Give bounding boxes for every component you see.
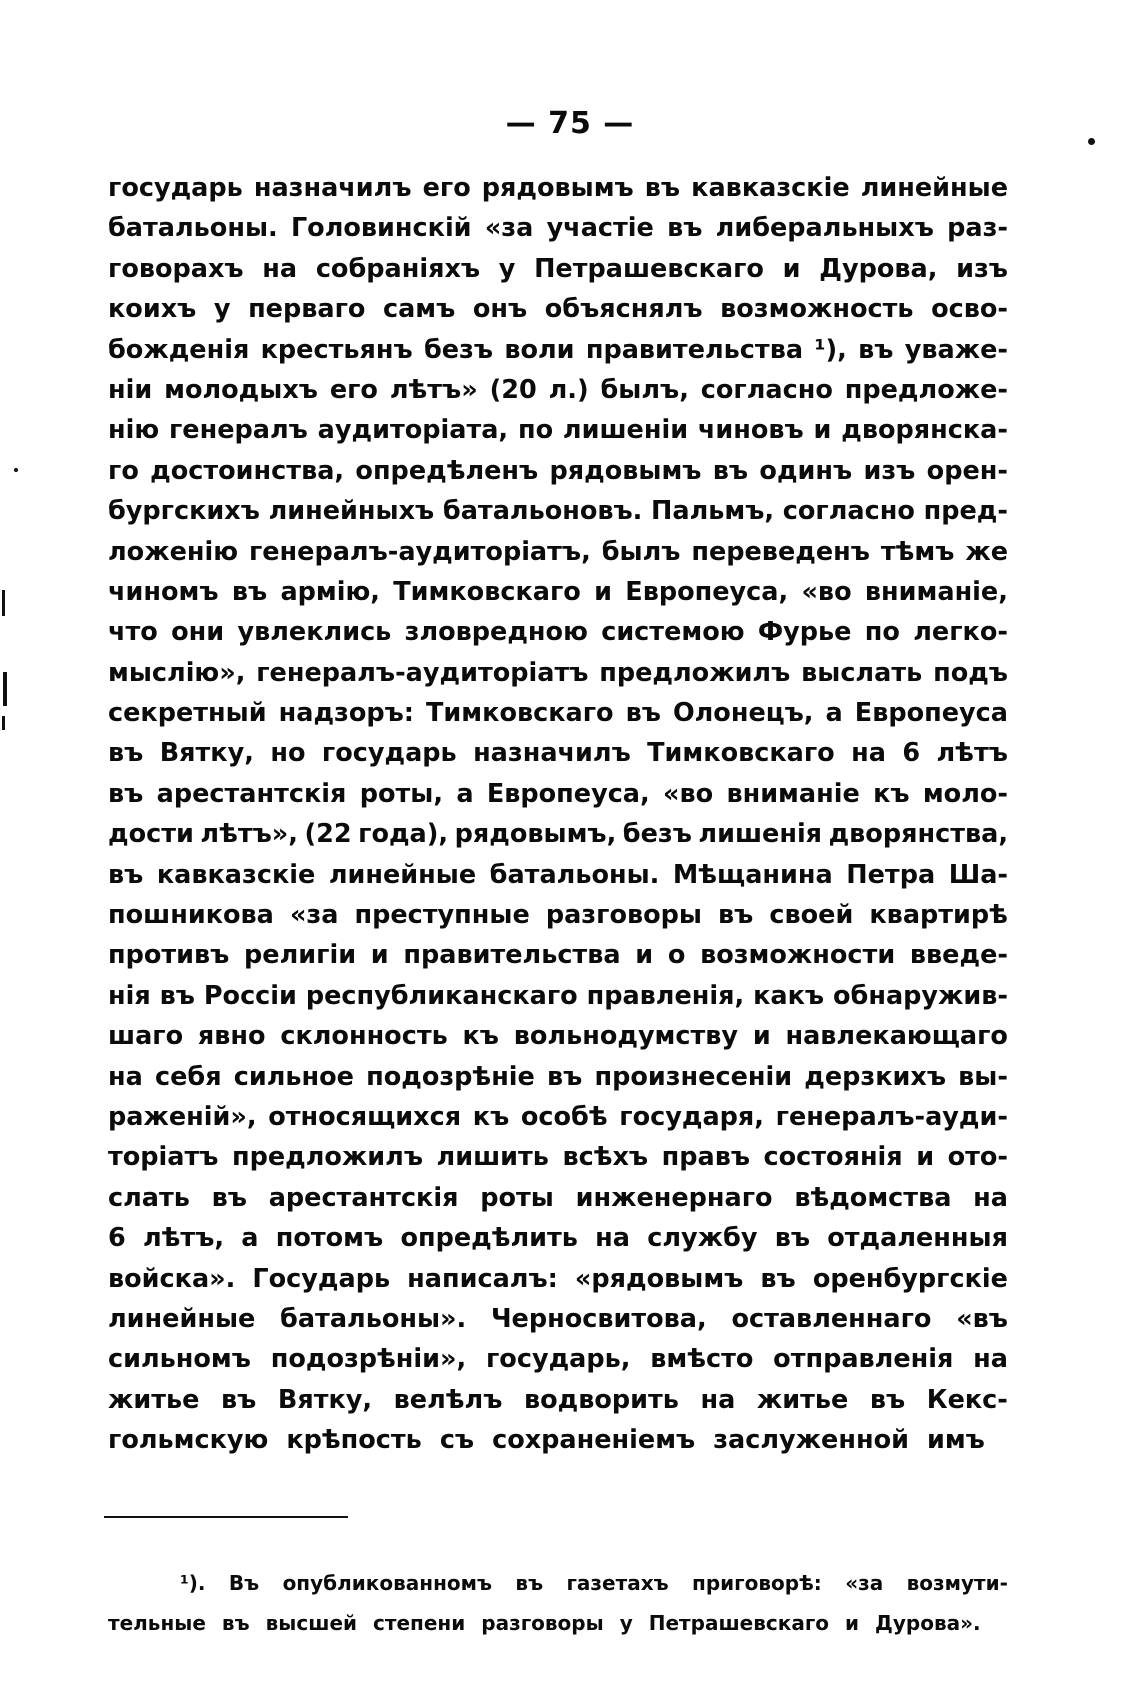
word: коихъ bbox=[108, 294, 197, 325]
word: предложе- bbox=[844, 374, 1008, 405]
word: сохраненіемъ bbox=[492, 1425, 696, 1456]
word: увлеклись bbox=[237, 617, 392, 648]
word: но bbox=[270, 738, 306, 769]
word: правительства bbox=[403, 940, 621, 971]
text-line bbox=[108, 774, 1008, 814]
footnote-rule bbox=[104, 1516, 348, 1518]
word: секретный bbox=[108, 698, 267, 729]
word: правъ bbox=[661, 1142, 750, 1173]
word: какъ bbox=[753, 980, 825, 1011]
word: ніи bbox=[108, 374, 153, 405]
word: возмути- bbox=[906, 1571, 1008, 1595]
word: склонность bbox=[280, 1021, 448, 1052]
text-line bbox=[108, 1218, 1008, 1258]
scan-edge-mark bbox=[3, 672, 7, 706]
word: «за bbox=[845, 1571, 884, 1595]
word: батальоновъ. bbox=[442, 496, 643, 527]
word: Тимковскаго bbox=[647, 738, 835, 769]
word: Европеуса, bbox=[625, 576, 789, 607]
word: по bbox=[517, 415, 554, 446]
word: «рядовымъ bbox=[574, 1263, 744, 1294]
word: изъ bbox=[863, 455, 916, 486]
text-line bbox=[108, 1178, 1008, 1218]
word: государь bbox=[321, 738, 457, 769]
word: оренбургскіе bbox=[812, 1263, 1008, 1294]
word: Дурова». bbox=[875, 1611, 981, 1635]
word: велѣлъ bbox=[393, 1384, 503, 1415]
text-line bbox=[108, 814, 1008, 854]
word: генералъ-аудиторіатъ, bbox=[248, 536, 591, 567]
word: въ bbox=[211, 1182, 247, 1213]
word: что bbox=[108, 617, 158, 648]
word: рядовымъ bbox=[549, 455, 702, 486]
word: въ bbox=[718, 900, 754, 931]
word: линейные bbox=[860, 173, 1008, 203]
word: сильное bbox=[233, 1061, 354, 1092]
text-line bbox=[108, 1299, 1008, 1339]
footnote-marker: ¹). bbox=[180, 1571, 206, 1595]
word: къ bbox=[873, 778, 910, 809]
word: состоянія bbox=[763, 1142, 903, 1173]
word: уваже- bbox=[904, 334, 1008, 365]
text-line bbox=[108, 935, 1008, 975]
word: къ bbox=[462, 1021, 499, 1052]
word: Мѣщанина bbox=[672, 859, 833, 890]
word: системою bbox=[601, 617, 745, 648]
word: отправленія bbox=[773, 1344, 954, 1375]
word: рядовымъ bbox=[481, 173, 634, 203]
word: на bbox=[973, 1344, 1008, 1375]
word: «за bbox=[289, 900, 339, 931]
word: батальоны. bbox=[108, 213, 278, 244]
word: дерзкихъ bbox=[804, 1061, 947, 1092]
word: всѣхъ bbox=[562, 1142, 649, 1173]
word: службу bbox=[647, 1223, 758, 1254]
word: лѣтъ», bbox=[200, 819, 298, 850]
word: Фурье bbox=[757, 617, 852, 648]
word: житье bbox=[756, 1384, 849, 1415]
word: на bbox=[973, 1182, 1008, 1213]
word: нія bbox=[108, 980, 151, 1011]
text-line bbox=[108, 855, 1008, 895]
word: государь bbox=[108, 173, 243, 203]
word: 6 bbox=[902, 738, 921, 769]
text-line bbox=[108, 1259, 1008, 1299]
word: введе- bbox=[909, 940, 1008, 971]
text-line bbox=[108, 895, 1008, 935]
word: собраніяхъ bbox=[315, 253, 481, 284]
word: линейные bbox=[108, 1303, 256, 1334]
word: вниманіе bbox=[726, 778, 860, 809]
word: линейныхъ bbox=[268, 496, 435, 527]
word: роты bbox=[480, 1182, 554, 1213]
word: а bbox=[825, 698, 843, 729]
word: рядовымъ, bbox=[454, 819, 617, 850]
word: и bbox=[782, 253, 801, 284]
scan-speck bbox=[14, 468, 18, 472]
word: въ bbox=[108, 859, 144, 890]
text-line bbox=[108, 410, 1008, 450]
word: переведенъ bbox=[691, 536, 870, 567]
word: (22 bbox=[304, 819, 352, 850]
word: шаго bbox=[108, 1021, 184, 1052]
word: опредѣлить bbox=[400, 1223, 578, 1254]
word: онъ bbox=[472, 294, 528, 325]
word: гольмскую bbox=[108, 1425, 269, 1456]
word: съ bbox=[439, 1425, 475, 1456]
word: заслуженной bbox=[713, 1425, 909, 1456]
word: степени bbox=[373, 1611, 466, 1635]
text-line bbox=[108, 451, 1008, 491]
text-line bbox=[108, 491, 1008, 531]
word: выслать bbox=[801, 657, 923, 688]
word: а bbox=[456, 778, 474, 809]
word: религіи bbox=[244, 940, 357, 971]
word: чиновъ bbox=[697, 415, 804, 446]
word: о bbox=[667, 940, 686, 971]
word: «во bbox=[663, 778, 714, 809]
word: Европеуса, bbox=[486, 778, 650, 809]
word: въ bbox=[231, 576, 268, 607]
word: высшей bbox=[265, 1611, 358, 1635]
word: года), bbox=[358, 819, 449, 850]
word: нію bbox=[108, 415, 160, 446]
word: 6 bbox=[108, 1223, 126, 1254]
word: въ bbox=[869, 1384, 906, 1415]
word: приговорѣ: bbox=[692, 1571, 822, 1595]
word: правленія, bbox=[586, 980, 745, 1011]
word: и bbox=[594, 576, 612, 607]
word: орен- bbox=[926, 455, 1008, 486]
word: и bbox=[752, 1021, 771, 1052]
word: назначилъ bbox=[253, 173, 412, 203]
word: на bbox=[595, 1223, 630, 1254]
text-line bbox=[108, 653, 1008, 693]
word: «во bbox=[801, 576, 852, 607]
word: опредѣленъ bbox=[355, 455, 539, 486]
word: воли bbox=[504, 334, 575, 365]
word: «въ bbox=[956, 1303, 1008, 1334]
word: и bbox=[916, 1142, 935, 1173]
footnote bbox=[108, 1563, 1008, 1643]
word: Кекс- bbox=[926, 1384, 1008, 1415]
word: они bbox=[171, 617, 225, 648]
word: въ bbox=[625, 698, 661, 729]
word: у bbox=[619, 1611, 633, 1635]
text-line bbox=[108, 330, 1008, 370]
word: Петра bbox=[846, 859, 936, 890]
word: Головинскій bbox=[290, 213, 472, 244]
word: самъ bbox=[382, 294, 456, 325]
text-line bbox=[108, 1380, 1008, 1420]
word: божденія bbox=[108, 334, 250, 365]
word: слать bbox=[108, 1182, 190, 1213]
word: Петрашевскаго bbox=[534, 253, 764, 284]
word: тельные bbox=[108, 1611, 206, 1635]
text-line bbox=[108, 1057, 1008, 1097]
word: Государь bbox=[252, 1263, 391, 1294]
word: въ bbox=[667, 213, 703, 244]
word: согласно bbox=[782, 496, 915, 527]
word: его bbox=[329, 374, 378, 405]
word: изъ bbox=[956, 253, 1008, 284]
text-line bbox=[108, 1420, 1008, 1460]
word: въ bbox=[108, 738, 144, 769]
word: легко- bbox=[913, 617, 1008, 648]
word: крестьянъ bbox=[260, 334, 413, 365]
word: лишить bbox=[436, 1142, 549, 1173]
word: торіатъ bbox=[108, 1142, 219, 1173]
text-line bbox=[108, 976, 1008, 1016]
word: въ bbox=[221, 1611, 250, 1635]
word: кавказскіе bbox=[156, 859, 316, 890]
word: аудиторіата, bbox=[317, 415, 509, 446]
text-line bbox=[108, 168, 1008, 208]
word: обнаружив- bbox=[833, 980, 1008, 1011]
word: подозрѣніи», bbox=[270, 1344, 467, 1375]
text-line bbox=[108, 733, 1008, 773]
word: къ bbox=[472, 1101, 510, 1132]
word: моло- bbox=[922, 778, 1008, 809]
word: и bbox=[845, 1611, 860, 1635]
word: «за bbox=[484, 213, 534, 244]
word: же bbox=[965, 536, 1008, 567]
word: отдаленныя bbox=[827, 1223, 1008, 1254]
word: имъ bbox=[926, 1425, 985, 1456]
word: написалъ: bbox=[407, 1263, 558, 1294]
word: и bbox=[635, 940, 654, 971]
word: мыслію», bbox=[108, 657, 246, 688]
word: на bbox=[108, 1061, 143, 1092]
word: въ bbox=[712, 455, 749, 486]
text-line bbox=[108, 612, 1008, 652]
word: роты, bbox=[359, 778, 444, 809]
text-line bbox=[108, 572, 1008, 612]
word: Ша- bbox=[948, 859, 1008, 890]
word: тѣмъ bbox=[880, 536, 955, 567]
word: въ bbox=[159, 980, 195, 1011]
word: вниманіе, bbox=[864, 576, 1008, 607]
text-line bbox=[108, 532, 1008, 572]
word: лѣтъ» bbox=[389, 374, 478, 405]
page-number: — 75 — bbox=[505, 106, 635, 141]
word: особѣ bbox=[520, 1101, 608, 1132]
word: относящихся bbox=[268, 1101, 462, 1132]
scan-speck bbox=[1088, 138, 1095, 145]
word: войска». bbox=[108, 1263, 236, 1294]
word: сильномъ bbox=[108, 1344, 251, 1375]
word: по bbox=[864, 617, 900, 648]
word: арестантскія bbox=[268, 1182, 459, 1213]
footnote-line-1 bbox=[108, 1563, 1008, 1603]
word: говорахъ bbox=[108, 253, 244, 284]
word: правительства bbox=[585, 334, 804, 365]
word: надзоръ: bbox=[278, 698, 414, 729]
word: Олонецъ, bbox=[672, 698, 814, 729]
word: водворить bbox=[523, 1384, 679, 1415]
word: Вятку, bbox=[159, 738, 254, 769]
word: въ bbox=[221, 1384, 257, 1415]
word: участіе bbox=[546, 213, 654, 244]
text-line bbox=[108, 1137, 1008, 1177]
word: дости bbox=[108, 819, 194, 850]
word: раз- bbox=[947, 213, 1008, 244]
text-line bbox=[108, 370, 1008, 410]
word: либеральныхъ bbox=[715, 213, 934, 244]
word: республиканскаго bbox=[305, 980, 578, 1011]
word: государь, bbox=[485, 1344, 631, 1375]
word: ото- bbox=[947, 1142, 1008, 1173]
word: Европеуса bbox=[854, 698, 1008, 729]
word: предложилъ bbox=[231, 1142, 424, 1173]
word: Петрашевскаго bbox=[648, 1611, 830, 1635]
word: (20 bbox=[489, 374, 537, 405]
word: генералъ bbox=[168, 415, 308, 446]
word: л.) bbox=[548, 374, 589, 405]
word: генералъ-аудиторіатъ bbox=[256, 657, 589, 688]
word: арестантскія bbox=[156, 778, 347, 809]
word: Въ bbox=[228, 1571, 260, 1595]
word: потомъ bbox=[275, 1223, 384, 1254]
word: пошникова bbox=[108, 900, 274, 931]
word: осво- bbox=[931, 294, 1008, 325]
text-line bbox=[108, 289, 1008, 329]
word: былъ bbox=[601, 536, 681, 567]
word: одинъ bbox=[759, 455, 853, 486]
word: молодыхъ bbox=[164, 374, 318, 405]
word: квартирѣ bbox=[869, 900, 1008, 931]
word: батальоны». bbox=[280, 1303, 467, 1334]
word: инженернаго bbox=[575, 1182, 773, 1213]
word: предложилъ bbox=[599, 657, 791, 688]
footnote-line-2 bbox=[108, 1603, 1008, 1643]
word: и bbox=[370, 940, 389, 971]
word: дворянска- bbox=[841, 415, 1008, 446]
word: пред- bbox=[923, 496, 1008, 527]
word: согласно bbox=[700, 374, 833, 405]
text-line bbox=[108, 1339, 1008, 1379]
word: возможности bbox=[700, 940, 896, 971]
word: безъ bbox=[622, 819, 692, 850]
word: былъ, bbox=[600, 374, 689, 405]
text-line bbox=[108, 208, 1008, 248]
word: ¹), bbox=[814, 334, 847, 365]
word: своей bbox=[769, 900, 854, 931]
word: раженій», bbox=[108, 1101, 257, 1132]
word: явно bbox=[197, 1021, 266, 1052]
word: Россіи bbox=[203, 980, 297, 1011]
word: генералъ-ауди- bbox=[775, 1101, 1008, 1132]
word: въ bbox=[774, 1223, 810, 1254]
word: житье bbox=[108, 1384, 200, 1415]
word: кавказскіе bbox=[691, 173, 850, 203]
word: въ bbox=[108, 778, 144, 809]
word: бургскихъ bbox=[108, 496, 260, 527]
word: подъ bbox=[933, 657, 1008, 688]
scan-edge-mark bbox=[2, 716, 5, 730]
word: и bbox=[813, 415, 832, 446]
word: навлекающаго bbox=[785, 1021, 1008, 1052]
word: произнесеніи bbox=[594, 1061, 793, 1092]
word: ложенію bbox=[108, 536, 239, 567]
word: оставленнаго bbox=[731, 1303, 932, 1334]
word: вы- bbox=[958, 1061, 1008, 1092]
word: Тимковскаго bbox=[393, 576, 581, 607]
scan-edge-mark bbox=[2, 590, 5, 616]
word: лишенія bbox=[698, 819, 823, 850]
word: го bbox=[108, 455, 139, 486]
word: Черносвитова, bbox=[490, 1303, 707, 1334]
word: преступные bbox=[354, 900, 530, 931]
word: въ bbox=[515, 1571, 544, 1595]
word: вмѣсто bbox=[650, 1344, 754, 1375]
word: въ bbox=[760, 1263, 796, 1294]
word: Пальмъ, bbox=[651, 496, 775, 527]
text-line bbox=[108, 1097, 1008, 1137]
word: лѣтъ, bbox=[142, 1223, 225, 1254]
word: перваго bbox=[248, 294, 366, 325]
word: себя bbox=[154, 1061, 222, 1092]
word: достоинства, bbox=[150, 455, 345, 486]
word: его bbox=[422, 173, 471, 203]
word: Дурова, bbox=[819, 253, 938, 284]
text-line bbox=[108, 693, 1008, 733]
word: зловредною bbox=[404, 617, 588, 648]
word: дворянства, bbox=[828, 819, 1008, 850]
word: лѣтъ bbox=[936, 738, 1008, 769]
word: въ bbox=[644, 173, 681, 203]
word: армію, bbox=[280, 576, 380, 607]
word: въ bbox=[547, 1061, 583, 1092]
word: на bbox=[851, 738, 886, 769]
word: противъ bbox=[108, 940, 230, 971]
word: газетахъ bbox=[566, 1571, 669, 1595]
word: разговоры bbox=[545, 900, 702, 931]
text-line bbox=[108, 1016, 1008, 1056]
word: у bbox=[498, 253, 516, 284]
word: возможность bbox=[720, 294, 914, 325]
word: а bbox=[241, 1223, 259, 1254]
word: чиномъ bbox=[108, 576, 219, 607]
word: подозрѣніе bbox=[366, 1061, 535, 1092]
word: опубликованномъ bbox=[282, 1571, 493, 1595]
word: линейные bbox=[328, 859, 477, 890]
word: разговоры bbox=[481, 1611, 604, 1635]
word: вѣдомства bbox=[794, 1182, 952, 1213]
word: въ bbox=[858, 334, 894, 365]
word: крѣпость bbox=[286, 1425, 422, 1456]
word: у bbox=[213, 294, 231, 325]
word: объяснялъ bbox=[544, 294, 703, 325]
word: лишеніи bbox=[562, 415, 689, 446]
word: безъ bbox=[423, 334, 494, 365]
word: Тимковскаго bbox=[426, 698, 614, 729]
word: назначилъ bbox=[473, 738, 631, 769]
word: Вятку, bbox=[277, 1384, 373, 1415]
word: на bbox=[700, 1384, 736, 1415]
word: вольнодумству bbox=[513, 1021, 739, 1052]
word: батальоны. bbox=[489, 859, 660, 890]
body-text bbox=[108, 168, 1008, 1461]
word: государя, bbox=[619, 1101, 764, 1132]
text-line bbox=[108, 249, 1008, 289]
word: на bbox=[262, 253, 298, 284]
